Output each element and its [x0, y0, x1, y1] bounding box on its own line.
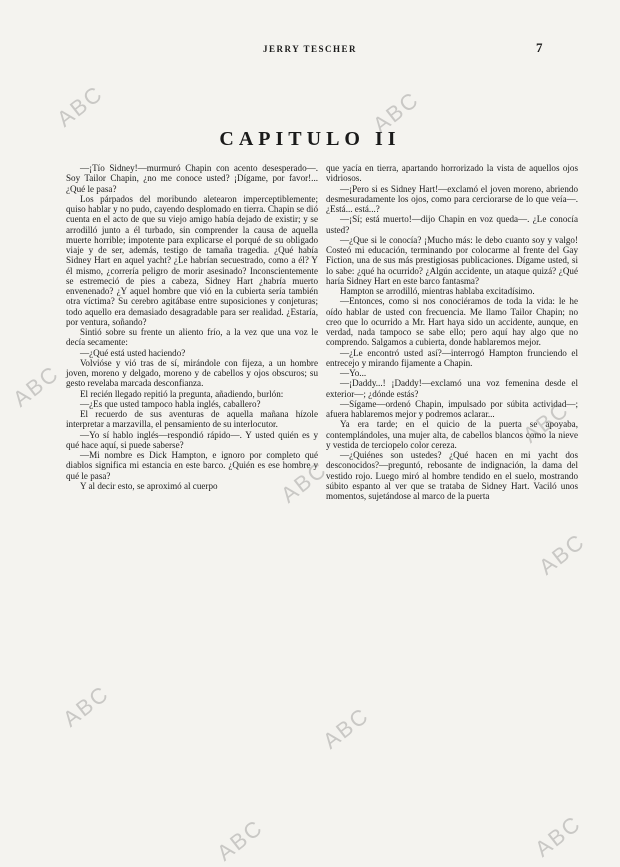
paragraph: —¿Quiénes son ustedes? ¿Qué hacen en mi yacht dos desconocidos?—preguntó, rebosante de indignación, la dama del vestido rojo. Luego miró al hombre tendido en el suelo, mostrando súbito espanto al ver que se trataba de Sidney Hart. Vaciló unos momentos, sujetándose al marco de la puerta: [326, 450, 578, 501]
paragraph: —Sígame—ordenó Chapin, impulsado por súbita actividad—; afuera hablaremos mejor y podremos aclarar...: [326, 398, 578, 419]
paragraph: Los párpados del moribundo aletearon imperceptiblemente; quiso hablar y no pudo, cayendo desplomado en tierra. Chapin se dió cuenta en el acto de que su viejo amigo había dejado de existir; y se arrodilló junto a él turbado, sin comprender la causa de aquella muerte horrible; impotente para explicarse el porqué de su obligado viaje y de ser, además, testigo de tamaña tragedia. ¿Qué había Sidney Hart en aquel yacht? ¿Le habrían secuestrado, como a él? Y él mismo, ¿correría peligro de morir asesinado? Inconscientemente se estremeció de pies a cabeza, Sidney Hart ¿habría muerto envenenado? ¿Y aquel hombre que vió en la cubierta sería también otra víctima? Su cerebro agitábase entre suposiciones y conjeturas; todo aquello era demasiado desagradable para ser realidad. ¿Estaría, por ventura, soñando?: [66, 193, 318, 327]
paragraph: Y al decir esto, se aproximó al cuerpo: [80, 480, 218, 491]
paragraph: —¿Le encontró usted así?—interrogó Hampton frunciendo el entrecejo y mirando fijamente a Chapin.: [326, 347, 578, 368]
left-column: [66, 163, 318, 491]
paragraph: —Yo...: [340, 368, 367, 378]
running-head: JERRY TESCHER: [263, 44, 357, 54]
watermark: ABC: [518, 396, 574, 448]
watermark: ABC: [52, 80, 108, 132]
watermark: ABC: [534, 528, 590, 580]
page-number: 7: [536, 40, 543, 55]
paragraph: —¿Que si le conocía? ¡Mucho más: le debo cuanto soy y valgo! Costeó mi educación, terminando por colocarme al frente del Gay Fiction, una de sus más prestigiosas publicaciones. Dígame usted, si lo sabe: ¿qué ha ocurrido? ¿Algún accidente, un ataque quizá? ¿Qué haría Sidney Hart en este barco fantasma?: [326, 234, 578, 286]
watermark: ABC: [276, 456, 332, 508]
right-column: [326, 163, 578, 501]
paragraph: —¡Daddy...! ¡Daddy!—exclamó una voz femenina desde el exterior—; ¿dónde estás?: [326, 378, 578, 399]
watermark: ABC: [530, 810, 586, 862]
watermark: ABC: [318, 702, 374, 754]
paragraph: El recién llegado repitió la pregunta, añadiendo, burlón:: [80, 388, 284, 399]
paragraph: Hampton se arrodilló, mientras hablaba excitadísimo.: [340, 286, 535, 296]
chapter-title: CAPITULO II: [219, 128, 401, 150]
watermark: ABC: [212, 814, 268, 866]
paragraph: —Entonces, como si nos conociéramos de toda la vida: le he oído hablar de usted con frecuencia. Me llamo Tailor Chapin; no creo que lo ocurrido a Mr. Hart haya sido un accidente, aunque, en verdad, nada tampoco se sabe ello; pero aquí hay algo que no comprendo. Salgamos a cubierta, donde hablaremos mejor.: [326, 296, 578, 348]
watermark: ABC: [368, 86, 424, 138]
paragraph: El recuerdo de sus aventuras de aquella mañana hízole interpretar a marzavilla, el pensamiento de su interlocutor.: [66, 409, 318, 430]
watermark: ABC: [8, 360, 64, 412]
paragraph: —Yo sí hablo inglés—respondió rápido—. Y usted quién es y qué hace aquí, si puede saberse?: [66, 429, 318, 450]
paragraph: que yacía en tierra, apartando horrorizado la vista de aquellos ojos vidriosos.: [326, 163, 578, 184]
paragraph: Volvióse y vió tras de sí, mirándole con fijeza, a un hombre joven, moreno y delgado, moreno y de cabellos y ojos obscuros; su gesto revelaba marcada desconfianza.: [66, 357, 318, 389]
watermark: ABC: [58, 680, 114, 732]
paragraph: Ya era tarde; en el quicio de la puerta se apoyaba, contemplándoles, una mujer alta, de cabellos blancos como la nieve y vestida de terciopelo color cereza.: [326, 419, 578, 450]
paragraph: —¿Qué está usted haciendo?: [80, 347, 186, 358]
paragraph: —¡Sí; está muerto!—dijo Chapin en voz queda—. ¿Le conocía usted?: [326, 214, 578, 235]
paragraph: —¡Pero si es Sidney Hart!—exclamó el joven moreno, abriendo desmesuradamente los ojos, como para cerciorarse de lo que veía—. ¿Está... está...?: [326, 183, 578, 214]
paragraph: Sintió sobre su frente un aliento frío, a la vez que una voz le decía secamente:: [66, 327, 318, 348]
paragraph: —¡Tío Sidney!—murmuró Chapin con acento desesperado—. Soy Tailor Chapin, ¿no me conoce usted? ¡Dígame, por favor!... ¿Qué le pasa?: [66, 163, 318, 194]
paragraph: —¿Es que usted tampoco habla inglés, caballero?: [80, 398, 261, 409]
paragraph: —Mi nombre es Dick Hampton, e ignoro por completo qué diablos significa mi estancia en este barco. ¿Quién es ese hombre y qué le pasa?: [66, 450, 318, 481]
